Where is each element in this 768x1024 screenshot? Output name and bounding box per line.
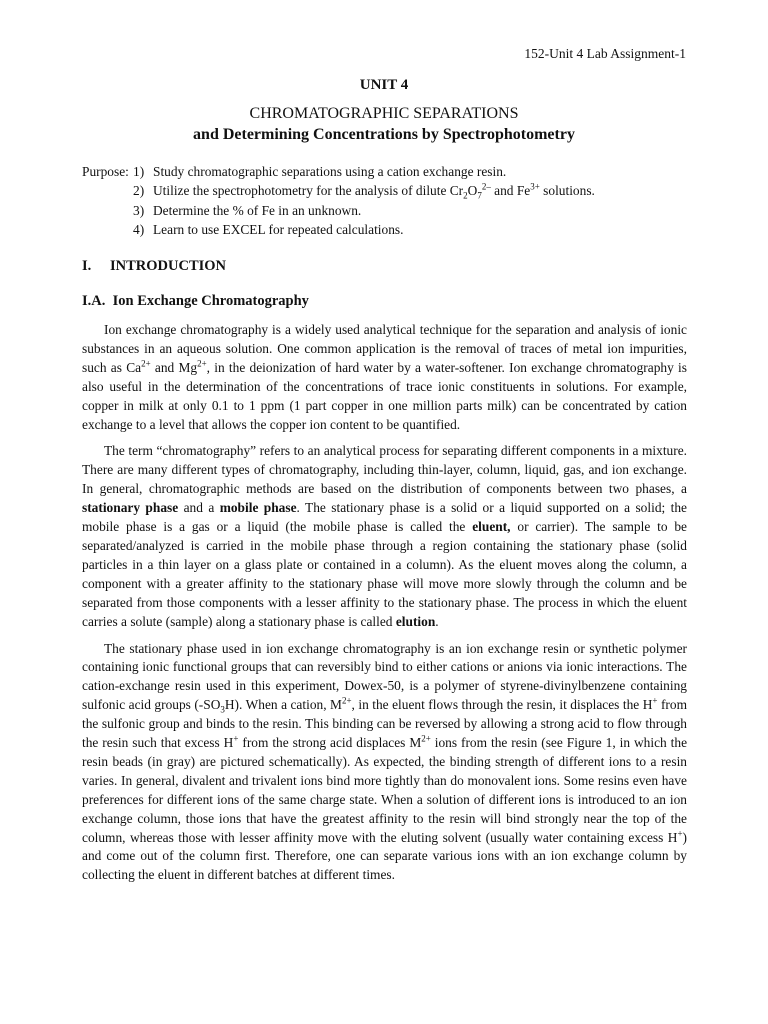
purpose-label: Purpose:: [82, 164, 129, 179]
unit-title: UNIT 4: [359, 77, 409, 93]
purpose-item: [82, 220, 702, 239]
body-text: [82, 321, 687, 893]
purpose-item: [82, 181, 702, 200]
paragraph-1: Ion exchange chromatography is a widely used analytical technique for the separation and analysis of ionic substances in an aqueous solution. One common application is the removal of traces of metal ion impurities, such as $Ca^{2+}$ and $Mg^{2+}$, in the deionization of hard water by a water-softener. Ion exchange chromatography is also useful in the determination of the concentrations of trace ionic constituents in solutions. For example, copper in milk at only 0.1 to 1 ppm (1 part copper in one million parts milk) can be concentrated by cation exchange to a level that allows the copper ion content to be quantified.: [82, 322, 687, 432]
purpose-number: 4): [133, 221, 145, 237]
assignment-header: 152-Unit 4 Lab Assignment-1: [524, 46, 686, 61]
purpose-text: Utilize the spectrophotometry for the analysis of dilute $Cr_2O_7^{2-}$ and $Fe^{3+}$ solutions.: [153, 181, 595, 201]
subsection-heading-ion-exchange: I.A. Ion Exchange Chromatography: [82, 293, 309, 309]
main-title: [0, 103, 768, 145]
purpose-text: Study chromatographic separations using a cation exchange resin.: [153, 164, 507, 179]
purpose-text: Determine the % of Fe in an unknown.: [153, 202, 362, 218]
paragraph-2: The term “chromatography” refers to an analytical process for separating different components in a mixture. There are many different types of chromatography, including thin-layer, column, liquid, gas, and ion exchange. In general, chromatographic methods are based on the distribution of components between two phases, a stationary phase and a mobile phase. The stationary phase is a solid or a liquid supported on a solid; the mobile phase is a gas or a liquid (the mobile phase is called the eluent, or carrier). The sample to be separated/analyzed is carried in the mobile phase through a region containing the stationary phase (solid particles in a thin layer on a glass plate or contained in a column). As the eluent moves along the column, a component with a greater affinity to the stationary phase will move more slowly through the column and be separated from those components with a lesser affinity to the stationary phase. The process in which the eluent carries a solute (sample) along a stationary phase is called elution.: [82, 443, 687, 629]
title-line-1: CHROMATOGRAPHIC SEPARATIONS: [249, 105, 519, 122]
purpose-number: 1): [133, 164, 145, 179]
purpose-number: 2): [133, 183, 145, 199]
title-line-2: and Determining Concentrations by Spectrophotometry: [193, 126, 575, 143]
purpose-text: Learn to use EXCEL for repeated calculations.: [153, 221, 404, 237]
purpose-number: 3): [133, 202, 145, 218]
section-heading-introduction: I. INTRODUCTION: [82, 258, 227, 274]
purpose-item: [82, 201, 702, 220]
purpose-list: [82, 162, 702, 239]
purpose-item: [82, 162, 702, 181]
paragraph-3: The stationary phase used in ion exchange chromatography is an ion exchange resin or synthetic polymer containing ionic functional groups that can reversibly bind to either cations or anions via ionic interactions. The cation-exchange resin used in this experiment, Dowex-50, is a polymer of styrene-divinylbenzene containing sulfonic acid groups $(-SO_3H)$. When a cation, $M^{2+}$, in the eluent flows through the resin, it displaces the H+ from the sulfonic group and binds to the resin. This binding can be reversed by allowing a strong acid to flow through the resin such that excess H+ from the strong acid displaces $M^{2+}$ ions from the resin (see Figure 1, in which the resin beads (in gray) are pictured schematically). As expected, the binding strength of different ions to a resin varies. In general, divalent and trivalent ions bind more tightly than do monovalent ions. Some resins even have preferences for different ions of the same charge state. When a solution of different ions is introduced to an ion exchange column, those ions that have the greatest affinity to the resin will bind strongly near the top of the column, whereas those with lesser affinity move with the eluting solvent (usually water containing excess H+) and come out of the column first. Therefore, one can separate various ions with an ion exchange column by collecting the eluent in different batches at different times.: [82, 640, 688, 883]
